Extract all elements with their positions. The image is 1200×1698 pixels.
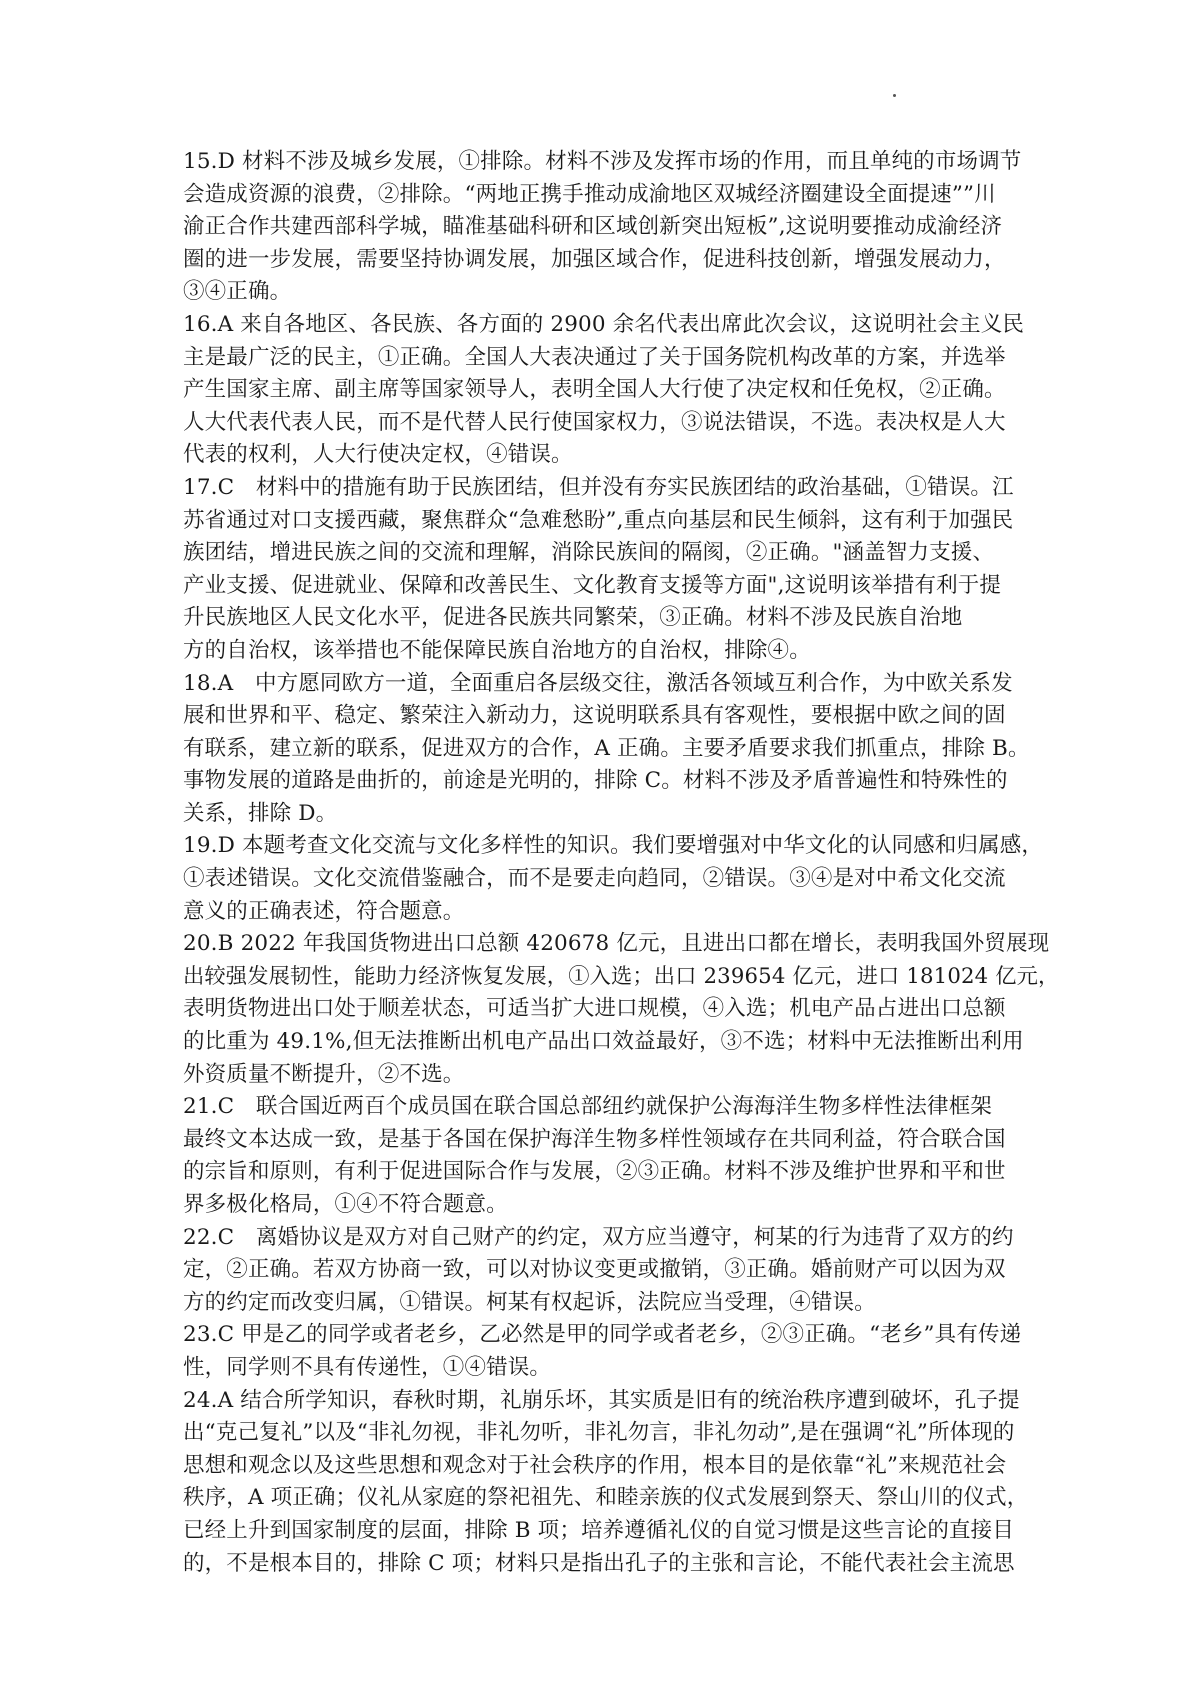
answer-line: 展和世界和平、稳定、繁荣注入新动力，这说明联系具有客观性，要根据中欧之间的固 xyxy=(183,703,1006,729)
answer-line: 产生国家主席、副主席等国家领导人，表明全国人大行使了决定权和任免权，②正确。 xyxy=(183,377,1006,403)
answer-q17 xyxy=(183,472,1063,668)
answer-line: 的，不是根本目的，排除 C 项；材料只是指出孔子的主张和言论，不能代表社会主流思 xyxy=(183,1550,1015,1576)
answer-line: 产业支援、促进就业、保障和改善民生、文化教育支援等方面",这说明该举措有利于提 xyxy=(183,572,1002,598)
answer-line: 意义的正确表述，符合题意。 xyxy=(183,898,465,924)
answer-line: 20.B 2022 年我国货物进出口总额 420678 亿元，且进出口都在增长，表明我国外贸展现 xyxy=(183,931,1050,957)
answer-line: 21.C 联合国近两百个成员国在联合国总部纽约就保护公海海洋生物多样性法律框架 xyxy=(183,1094,992,1120)
answer-line: 的比重为 49.1%,但无法推断出机电产品出口效益最好，③不选；材料中无法推断出利用 xyxy=(183,1029,1024,1055)
answer-line: 苏省通过对口支援西藏，聚焦群众“急难愁盼”,重点向基层和民生倾斜，这有利于加强民 xyxy=(183,507,1014,533)
page-mark-dot xyxy=(893,94,896,97)
answer-line: 已经上升到国家制度的层面，排除 B 项；培养遵循礼仪的自觉习惯是这些言论的直接目 xyxy=(183,1517,1014,1543)
answer-explanations xyxy=(183,146,1063,1580)
answer-line: 秩序，A 项正确；仪礼从家庭的祭祀祖先、和睦亲族的仪式发展到祭天、祭山川的仪式， xyxy=(183,1485,1029,1511)
answer-line: 性，同学则不具有传递性，①④错误。 xyxy=(183,1354,552,1380)
answer-line: 最终文本达成一致，是基于各国在保护海洋生物多样性领域存在共同利益，符合联合国 xyxy=(183,1126,1006,1152)
answer-line: 表明货物进出口处于顺差状态，可适当扩大进口规模，④入选；机电产品占进出口总额 xyxy=(183,996,1006,1022)
answer-line: 出“克己复礼”以及“非礼勿视，非礼勿听，非礼勿言，非礼勿动”,是在强调“礼”所体现的 xyxy=(183,1420,1015,1446)
answer-line: 22.C 离婚协议是双方对自己财产的约定，双方应当遵守，柯某的行为违背了双方的约 xyxy=(183,1224,1014,1250)
answer-q21 xyxy=(183,1091,1063,1221)
answer-line: 升民族地区人民文化水平，促进各民族共同繁荣，③正确。材料不涉及民族自治地 xyxy=(183,605,963,631)
answer-line: 方的自治权，该举措也不能保障民族自治地方的自治权，排除④。 xyxy=(183,637,811,663)
answer-line: 代表的权利，人大行使决定权，④错误。 xyxy=(183,442,573,468)
answer-line: 16.A 来自各地区、各民族、各方面的 2900 余名代表出席此次会议，这说明社会主义民 xyxy=(183,311,1025,337)
answer-line: 会造成资源的浪费，②排除。“两地正携手推动成渝地区双城经济圈建设全面提速””川 xyxy=(183,181,996,207)
answer-line: 19.D 本题考查文化交流与文化多样性的知识。我们要增强对中华文化的认同感和归属感， xyxy=(183,833,1044,859)
answer-line: 族团结，增进民族之间的交流和理解，消除民族间的隔阂，②正确。"涵盖智力支援、 xyxy=(183,540,995,566)
answer-line: 渝正合作共建西部科学城，瞄准基础科研和区域创新突出短板”,这说明要推动成渝经济 xyxy=(183,214,1003,240)
answer-line: 24.A 结合所学知识，春秋时期，礼崩乐坏，其实质是旧有的统治秩序遭到破坏，孔子提 xyxy=(183,1387,1020,1413)
answer-line: 定，②正确。若双方协商一致，可以对协议变更或撤销，③正确。婚前财产可以因为双 xyxy=(183,1257,1006,1283)
answer-line: 主是最广泛的民主，①正确。全国人大表决通过了关于国务院机构改革的方案，并选举 xyxy=(183,344,1006,370)
answer-line: 圈的进一步发展，需要坚持协调发展，加强区域合作，促进科技创新，增强发展动力， xyxy=(183,246,1006,272)
answer-line: 人大代表代表人民，而不是代替人民行使国家权力，③说法错误，不选。表决权是人大 xyxy=(183,409,1006,435)
answer-line: 关系，排除 D。 xyxy=(183,800,338,826)
answer-q23 xyxy=(183,1319,1063,1384)
answer-q22 xyxy=(183,1222,1063,1320)
answer-q15 xyxy=(183,146,1063,309)
answer-line: 15.D 材料不涉及城乡发展，①排除。材料不涉及发挥市场的作用，而且单纯的市场调节 xyxy=(183,149,1022,174)
answer-line: ③④正确。 xyxy=(183,279,292,305)
answer-q16 xyxy=(183,309,1063,472)
answer-q24 xyxy=(183,1385,1063,1581)
answer-line: 17.C 材料中的措施有助于民族团结，但并没有夯实民族团结的政治基础，①错误。江 xyxy=(183,474,1014,500)
answer-line: 出较强发展韧性，能助力经济恢复发展，①入选；出口 239654 亿元，进口 181024 亿元， xyxy=(183,963,1060,989)
answer-line: ①表述错误。文化交流借鉴融合，而不是要走向趋同，②错误。③④是对中希文化交流 xyxy=(183,866,1006,892)
answer-q18 xyxy=(183,668,1063,831)
answer-line: 思想和观念以及这些思想和观念对于社会秩序的作用，根本目的是依靠“礼”来规范社会 xyxy=(183,1452,1007,1478)
answer-line: 外资质量不断提升，②不选。 xyxy=(183,1061,465,1087)
answer-q19 xyxy=(183,830,1063,928)
answer-line: 18.A 中方愿同欧方一道，全面重启各层级交往，激活各领域互利合作，为中欧关系发 xyxy=(183,670,1013,696)
answer-line: 事物发展的道路是曲折的，前途是光明的，排除 C。材料不涉及矛盾普遍性和特殊性的 xyxy=(183,768,1008,794)
answer-line: 界多极化格局，①④不符合题意。 xyxy=(183,1192,508,1217)
answer-line: 方的约定而改变归属，①错误。柯某有权起诉，法院应当受理，④错误。 xyxy=(183,1289,876,1315)
answer-q20 xyxy=(183,928,1063,1091)
answer-line: 有联系，建立新的联系，促进双方的合作，A 正确。主要矛盾要求我们抓重点，排除 B。 xyxy=(183,735,1030,761)
answer-line: 23.C 甲是乙的同学或者老乡，乙必然是甲的同学或者老乡，②③正确。“老乡”具有传递 xyxy=(183,1322,1022,1348)
answer-line: 的宗旨和原则，有利于促进国际合作与发展，②③正确。材料不涉及维护世界和平和世 xyxy=(183,1159,1006,1185)
